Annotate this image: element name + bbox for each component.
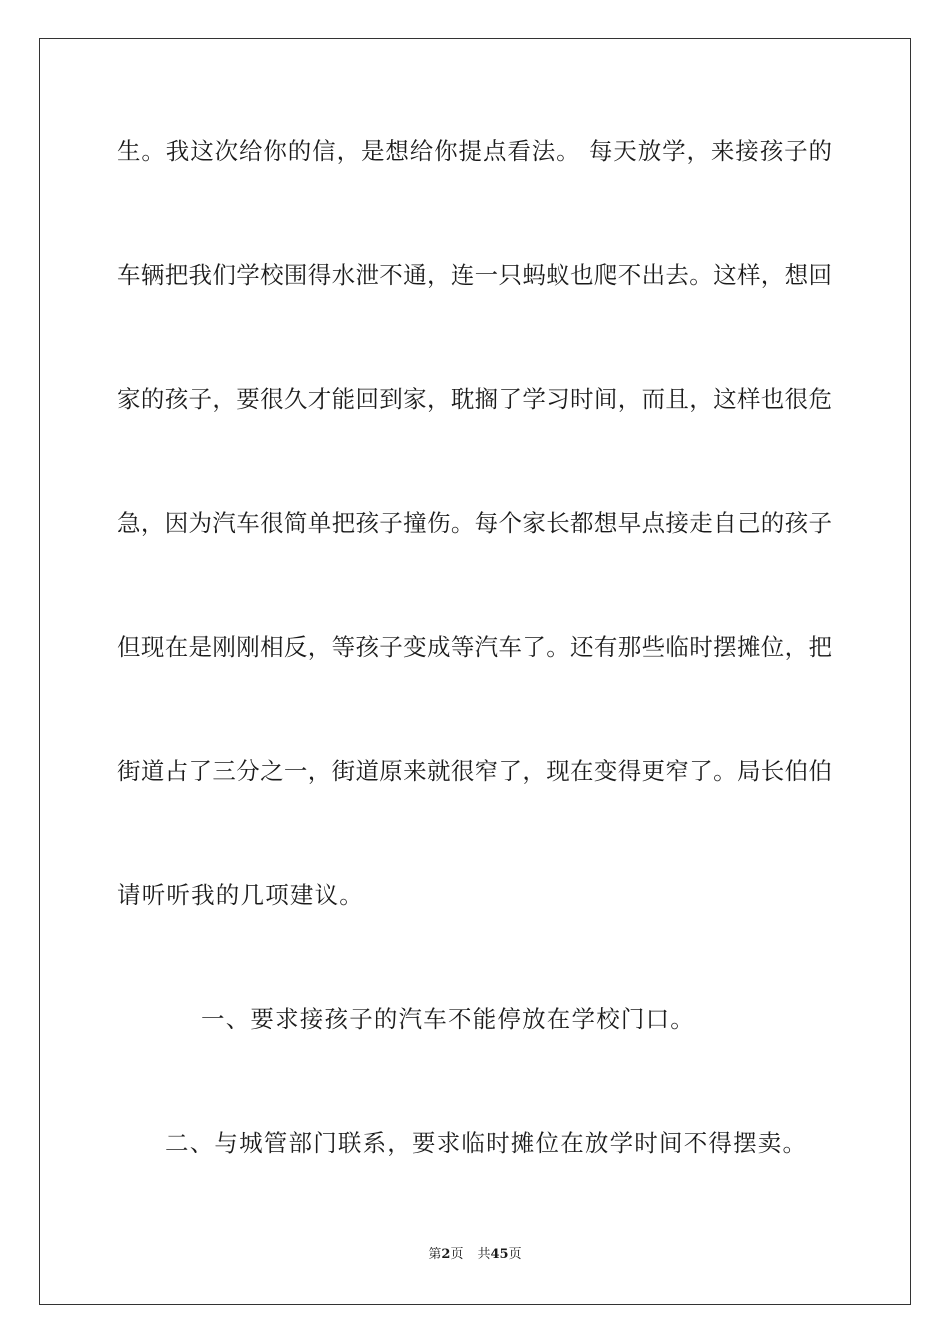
page-number: 2 [441,1247,451,1262]
body-text-line-4: 急，因为汽车很简单把孩子撞伤。每个家长都想早点接走自己的孩子 [117,509,832,537]
total-pages: 45 [490,1247,509,1262]
body-text-line-6: 街道占了三分之一，街道原来就很窄了，现在变得更窄了。局长伯伯 [117,757,832,785]
page-border [39,38,911,1305]
total-prefix: 共 [477,1247,491,1262]
page-footer [0,1247,950,1263]
body-text-line-1: 生。我这次给你的信，是想给你提点看法。 每天放学，来接孩子的 [117,137,832,165]
body-text-line-5: 但现在是刚刚相反，等孩子变成等汽车了。还有那些临时摆摊位，把 [117,633,832,661]
body-text-line-7: 请听听我的几项建议。 [117,881,364,909]
page-prefix: 第 [428,1247,442,1262]
suggestion-item-2: 二、与城管部门联系，要求临时摊位在放学时间不得摆卖。 [165,1129,808,1157]
body-text-line-2: 车辆把我们学校围得水泄不通，连一只蚂蚁也爬不出去。这样，想回 [117,261,832,289]
body-text-line-3: 家的孩子，要很久才能回到家，耽搁了学习时间，而且，这样也很危 [117,385,832,413]
suggestion-item-1: 一、要求接孩子的汽车不能停放在学校门口。 [201,1005,695,1033]
page-suffix: 页 [450,1247,464,1262]
total-suffix: 页 [508,1247,522,1262]
